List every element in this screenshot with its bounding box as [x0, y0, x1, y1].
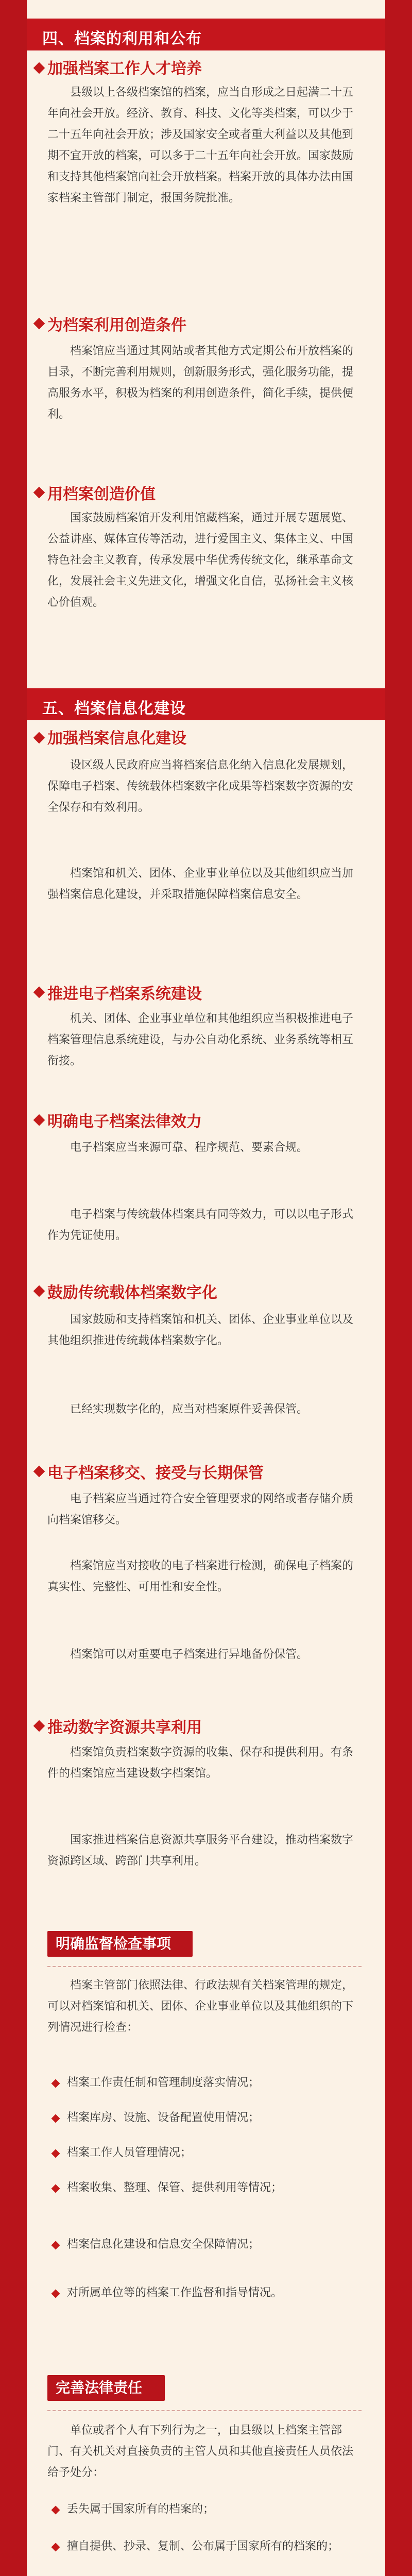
s5d-paragraph-2: 已经实现数字化的，应当对档案原件妥善保管。 — [70, 1402, 308, 1415]
checklist-item: 档案信息化建设和信息安全保障情况； — [67, 2238, 260, 2250]
s5f-paragraph-2: 国家推进档案信息资源共享服务平台建设，推动档案数字资源跨区域、跨部门共享利用。 — [47, 1833, 354, 1867]
checklist-item: 档案工作人员管理情况； — [67, 2146, 192, 2159]
s4c-paragraph: 国家鼓励档案馆开发利用馆藏档案，通过开展专题展览、公益讲座、媒体宣传等活动，进行爱国主义、集体主义、中国特色社会主义教育，传承发展中华优秀传统文化，继承革命文化，发展社会主义先进文化，增强文化自信，弘扬社会主义核心价值观。 — [47, 511, 354, 608]
section-6-divider — [47, 1966, 362, 1967]
checklist-item: 对所属单位等的档案工作监督和指导情况。 — [67, 2286, 283, 2299]
s5b-paragraph: 机关、团体、企业事业单位和其他组织应当积极推进电子档案管理信息系统建设，与办公自动化系统、业务系统等相互衔接。 — [47, 1012, 354, 1067]
s4a-title: 加强档案工作人才培养 — [47, 60, 202, 77]
s5a-title: 加强档案信息化建设 — [47, 730, 186, 747]
section-5-header — [27, 688, 385, 720]
section-7-title-box — [47, 2375, 165, 2401]
section-7-intro: 单位或者个人有下列行为之一，由县级以上档案主管部门、有关机关对直接负责的主管人员和其他直接责任人员依法给予处分： — [47, 2424, 354, 2479]
s5c-paragraph-2: 电子档案与传统载体档案具有同等效力，可以以电子形式作为凭证使用。 — [47, 1208, 354, 1242]
s5f-title: 推动数字资源共享利用 — [47, 1719, 202, 1736]
section-7-divider — [47, 2410, 362, 2411]
s5d-paragraph-1: 国家鼓励和支持档案馆和机关、团体、企业事业单位以及其他组织推进传统载体档案数字化。 — [47, 1313, 354, 1347]
s4b-title: 为档案利用创造条件 — [47, 317, 186, 334]
section-6-intro: 档案主管部门依照法律、行政法规有关档案管理的规定，可以对档案馆和机关、团体、企业事业单位以及其他组织的下列情况进行检查： — [47, 1978, 354, 2033]
s5e-paragraph-1: 电子档案应当通过符合安全管理要求的网络或者存储介质向档案馆移交。 — [47, 1492, 354, 1526]
section-5-title: 五、档案信息化建设 — [42, 700, 186, 717]
section-4-title: 四、档案的利用和公布 — [42, 30, 202, 47]
liability-item: 擅自提供、抄录、复制、公布属于国家所有的档案的； — [67, 2539, 339, 2552]
s5e-title: 电子档案移交、接受与长期保管 — [47, 1465, 264, 1482]
checklist-item: 档案库房、设施、设备配置使用情况； — [67, 2111, 260, 2124]
s5c-paragraph-1: 电子档案应当来源可靠、程序规范、要素合规。 — [70, 1141, 308, 1154]
s5e-paragraph-3: 档案馆可以对重要电子档案进行异地备份保管。 — [70, 1648, 308, 1660]
section-7-title: 完善法律责任 — [56, 2380, 143, 2396]
liability-item: 丢失属于国家所有的档案的； — [67, 2502, 215, 2515]
s5a-paragraph-2: 档案馆和机关、团体、企业事业单位以及其他组织应当加强档案信息化建设，并采取措施保障档案信息安全。 — [47, 867, 354, 901]
s5e-paragraph-2: 档案馆应当对接收的电子档案进行检测，确保电子档案的真实性、完整性、可用性和安全性。 — [47, 1559, 354, 1593]
s4c-title: 用档案创造价值 — [47, 486, 156, 503]
checklist-item: 档案收集、整理、保管、提供利用等情况； — [67, 2181, 283, 2194]
s5d-title: 鼓励传统载体档案数字化 — [47, 1284, 217, 1301]
s5c-title: 明确电子档案法律效力 — [47, 1113, 202, 1130]
section-6-title: 明确监督检查事项 — [56, 1936, 171, 1952]
s4b-paragraph: 档案馆应当通过其网站或者其他方式定期公布开放档案的目录，不断完善利用规则，创新服务形式，强化服务功能，提高服务水平，积极为档案的利用创造条件，简化手续，提供便利。 — [47, 344, 354, 420]
checklist-item: 档案工作责任制和管理制度落实情况； — [67, 2076, 260, 2089]
s4a-paragraph: 县级以上各级档案馆的档案，应当自形成之日起满二十五年向社会开放。经济、教育、科技、文化等类档案，可以少于二十五年向社会开放；涉及国家安全或者重大利益以及其他到期不宜开放的档案，可以多于二十五年向社会开放。国家鼓励和支持其他档案馆向社会开放档案。档案开放的具体办法由国家档案主管部门制定，报国务院批准。 — [47, 86, 354, 204]
s5a-paragraph-1: 设区级人民政府应当将档案信息化纳入信息化发展规划，保障电子档案、传统载体档案数字化成果等档案数字资源的安全保存和有效利用。 — [47, 758, 354, 814]
section-6-title-box — [47, 1931, 193, 1957]
s5f-paragraph-1: 档案馆负责档案数字资源的收集、保存和提供利用。有条件的档案馆应当建设数字档案馆。 — [47, 1745, 354, 1780]
s5b-title: 推进电子档案系统建设 — [47, 986, 202, 1003]
section-4-header — [27, 19, 385, 50]
